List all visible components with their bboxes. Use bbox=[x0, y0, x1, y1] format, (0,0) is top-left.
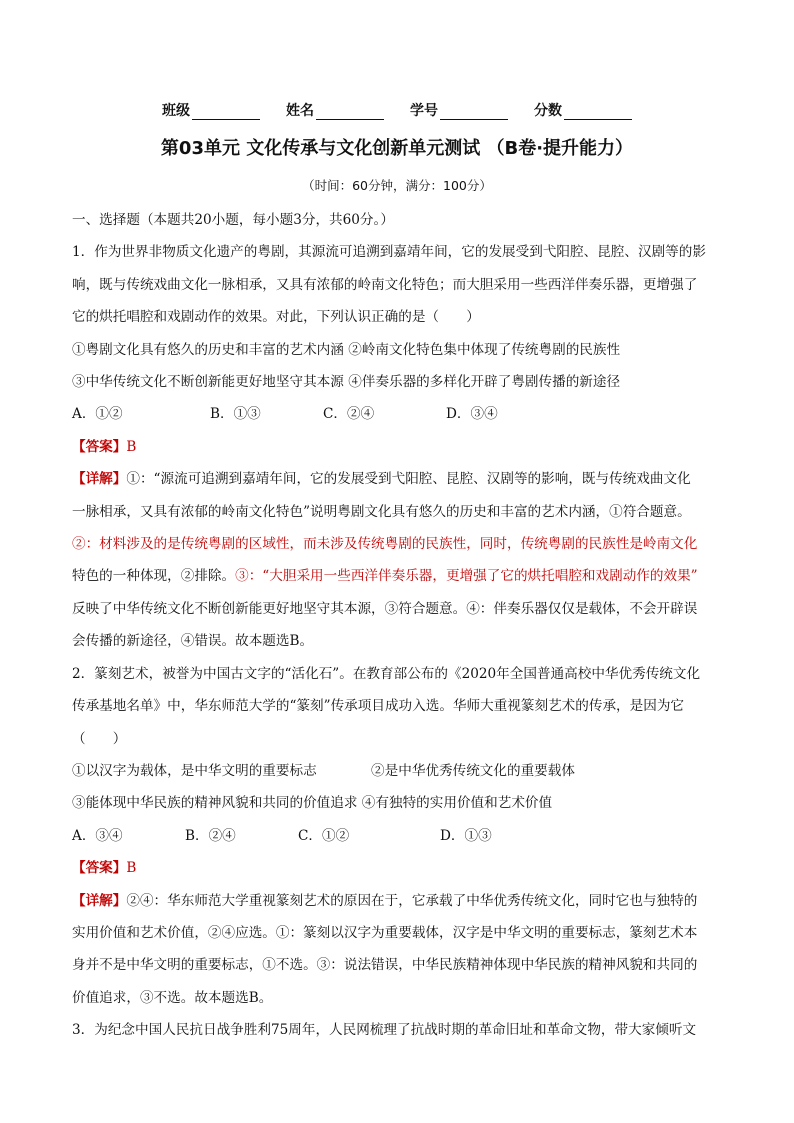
student-info-fields bbox=[0, 100, 794, 120]
q1-detail-line bbox=[72, 560, 724, 592]
q1-option-b[interactable]: B．①③ bbox=[210, 406, 261, 423]
q2-options bbox=[72, 820, 724, 852]
score-field[interactable] bbox=[534, 100, 632, 120]
q2-detail-text: ②④：华东师范大学重视篆刻艺术的原因在于，它承载了中华优秀传统文化，同时它也与独特的 bbox=[126, 892, 698, 909]
name-field[interactable] bbox=[286, 100, 384, 120]
q1-item-line: ①粤剧文化具有悠久的历史和丰富的艺术内涵 ②岭南文化特色集中体现了传统粤剧的民族性 bbox=[72, 341, 621, 358]
q3-stem-line: 3．为纪念中国人民抗日战争胜利75周年，人民网梳理了抗战时期的革命旧址和革命文物，带大家倾听文 bbox=[72, 1022, 697, 1039]
q2-option-c[interactable]: C．①② bbox=[298, 827, 350, 844]
section-heading: 一、选择题（本题共20小题，每小题3分，共60分。） bbox=[72, 212, 394, 228]
q2-detail-line: 实用价值和艺术价值，②④应选。①：篆刻以汉字为重要载体，汉字是中华文明的重要标志，篆刻艺术本 bbox=[72, 924, 698, 941]
q1-stem-line: 它的烘托唱腔和戏剧动作的效果。对此，下列认识正确的是（ ） bbox=[72, 309, 480, 326]
q2-answer bbox=[72, 852, 724, 884]
q1-answer-label: 【答案】 bbox=[72, 438, 127, 455]
q1-detail-label: 【详解】 bbox=[72, 471, 127, 488]
score-label: 分数 bbox=[534, 103, 562, 119]
q2-answer-label: 【答案】 bbox=[72, 860, 127, 877]
q1-detail-line bbox=[72, 463, 724, 495]
name-label: 姓名 bbox=[286, 103, 314, 119]
q1-detail-text: 特色的一种体现，②排除。 bbox=[72, 568, 236, 585]
q2-detail-label: 【详解】 bbox=[72, 892, 127, 909]
q1-answer-value: B bbox=[126, 438, 137, 455]
q2-option-b[interactable]: B．②④ bbox=[185, 827, 236, 844]
q2-detail-line bbox=[72, 885, 724, 917]
q2-option-a[interactable]: A．③④ bbox=[72, 827, 123, 844]
class-field[interactable] bbox=[162, 100, 260, 120]
q1-detail-line: 反映了中华传统文化不断创新能更好地坚守其本源，③符合题意。④：伴奏乐器仅仅是载体，不会开辟误 bbox=[72, 600, 698, 617]
class-blank[interactable] bbox=[192, 105, 260, 120]
q1-option-d[interactable]: D．③④ bbox=[446, 406, 498, 423]
exam-content bbox=[72, 204, 724, 1047]
student-id-blank[interactable] bbox=[440, 105, 508, 120]
q1-option-a[interactable]: A．①② bbox=[72, 406, 123, 423]
q2-stem-line: 2．篆刻艺术，被誉为中国古文字的“活化石”。在教育部公布的《2020年全国普通高校中华优秀传统文化 bbox=[72, 665, 701, 682]
q2-option-d[interactable]: D．①③ bbox=[440, 827, 492, 844]
q2-stem-line: （ ） bbox=[72, 730, 127, 747]
class-label: 班级 bbox=[162, 103, 190, 119]
q1-options bbox=[72, 398, 724, 430]
q1-stem-line: 响，既与传统戏曲文化一脉相承，又具有浓郁的岭南文化特色；而大胆采用一些西洋伴奏乐器，更增强了 bbox=[72, 276, 698, 293]
q2-stem-line: 传承基地名单》中，华东师范大学的“篆刻”传承项目成功入选。华师大重视篆刻艺术的传承，是因为它 bbox=[72, 698, 685, 715]
q2-detail-line: 身并不是中华文明的重要标志，①不选。③：说法错误，中华民族精神体现中华民族的精神风貌和共同的 bbox=[72, 957, 698, 974]
q1-detail-line: 一脉相承，又具有浓郁的岭南文化特色”说明粤剧文化具有悠久的历史和丰富的艺术内涵，①符合题意。 bbox=[72, 503, 691, 520]
q2-item-line: ③能体现中华民族的精神风貌和共同的价值追求 ④有独特的实用价值和艺术价值 bbox=[72, 795, 553, 812]
student-id-label: 学号 bbox=[410, 103, 438, 119]
q1-answer bbox=[72, 431, 724, 463]
name-blank[interactable] bbox=[316, 105, 384, 120]
q1-item-line: ③中华传统文化不断创新能更好地坚守其本源 ④伴奏乐器的多样化开辟了粤剧传播的新途径 bbox=[72, 374, 621, 391]
q2-item-line: ①以汉字为载体，是中华文明的重要标志 ②是中华优秀传统文化的重要载体 bbox=[72, 762, 575, 779]
q1-detail-line: ②：材料涉及的是传统粤剧的区域性，而未涉及传统粤剧的民族性，同时，传统粤剧的民族性是岭南文化 bbox=[72, 536, 698, 553]
q1-option-c[interactable]: C．②④ bbox=[323, 406, 375, 423]
q1-detail-line: 会传播的新途径，④错误。故本题选B。 bbox=[72, 633, 314, 650]
q1-stem-line: 1．作为世界非物质文化遗产的粤剧，其源流可追溯到嘉靖年间，它的发展受到弋阳腔、昆腔、汉剧等的影 bbox=[72, 244, 706, 261]
q2-answer-value: B bbox=[126, 860, 137, 877]
exam-subtitle: （时间：60分钟，满分：100分） bbox=[302, 178, 492, 193]
score-blank[interactable] bbox=[564, 105, 632, 120]
student-id-field[interactable] bbox=[410, 100, 508, 120]
q1-detail-text: ①：“源流可追溯到嘉靖年间，它的发展受到弋阳腔、昆腔、汉剧等的影响，既与传统戏曲文化 bbox=[126, 471, 691, 488]
q2-detail-line: 价值追求，③不选。故本题选B。 bbox=[72, 989, 273, 1006]
exam-title: 第03单元 文化传承与文化创新单元测试 （B卷·提升能力） bbox=[160, 138, 634, 159]
q1-detail-quote: ③：“大胆采用一些西洋伴奏乐器，更增强了它的烘托唱腔和戏剧动作的效果” bbox=[235, 568, 698, 585]
